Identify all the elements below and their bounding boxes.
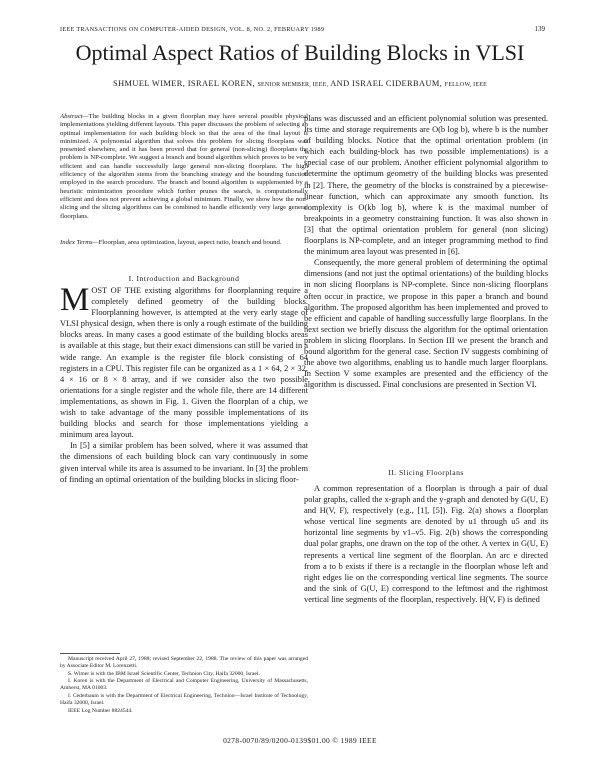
paper-title: Optimal Aspect Ratios of Building Blocks in VLSI xyxy=(75,40,525,65)
abstract xyxy=(60,113,308,237)
right-paragraph-2: Consequently, the more general problem of determining the optimal dimensions (and not just the optimal orientations) of the building blocks in non slicing floorplans is NP-complete. Since non-slicing floorplans often occur in practice, we propose in this paper a branch and bound algorithm. The proposed algorithm has been implemented and proved to be efficient and capable of handling successfully large floorplans. In the next section we briefly discuss the algorithm for the optimal orientation problem in slicing floorplans. In Section III we present the branch and bound algorithm for the general case. Section IV suggests combining of the above two algorithms, enabling us to handle much larger floorplans. In Section V some examples are presented and the efficiency of the algorithm is discussed. Final conclusions are presented in Section VI. xyxy=(304,258,548,390)
footnote-author-2: I. Koren is with the Department of Electrical and Computer Engineering, University of Massachusetts, Amherst, MA 01003. xyxy=(60,678,308,692)
author-grade-2: FELLOW, IEEE xyxy=(444,82,487,88)
index-terms-lead: Index Terms— xyxy=(60,239,99,246)
drop-cap: M xyxy=(60,285,90,318)
intro-paragraph-1-text: OST OF THE existing algorithms for floorplanning require a completely defined geometry of the building blocks. Floorplanning however, is attempted at the very early stage of VLSI physical design, when there is only a rough estimate of the building blocks areas. In many cases a good estimate of the building blocks areas is available at this stage, but their exact dimensions can still be varied in a wide range. An example is the register file block consisting of 64 registers in a CPU. This register file can be organized as a 1 × 64, 2 × 32, 4 × 16 or 8 × 8 array, and if we consider also the two possible orientations for a single register and the whole file, there are 14 different implementations, as shown in Fig. 1. Given the floorplan of a chip, we wish to take advantage of the many possible implementations of its building blocks and search for those implementations yielding a minimum area layout. xyxy=(60,286,308,440)
running-head: IEEE TRANSACTIONS ON COMPUTER-AIDED DESIGN, VOL. 8, NO. 2, FEBRUARY 1989 xyxy=(60,26,325,33)
footnote-rule xyxy=(60,653,120,654)
index-terms-text: Floorplan, area optimization, layout, aspect ratio, branch and bound. xyxy=(98,239,282,246)
author-grade-1: SENIOR MEMBER, IEEE, xyxy=(257,82,329,88)
section-heading-slicing-floorplans: II. Slicing Floorplans xyxy=(388,468,464,477)
author-names-1: SHMUEL WIMER, ISRAEL KOREN, xyxy=(113,79,255,88)
section-heading-introduction: I. Introduction and Background xyxy=(128,274,240,283)
author-names-2: AND ISRAEL CIDERBAUM, xyxy=(330,79,443,88)
footnote-log-number: IEEE Log Number 8824544. xyxy=(68,707,133,714)
footnote-author-3: I. Cederbaum is with the Department of Electrical Engineering, Technion—Israel Institute of Technology, Haifa 32000, Israel. xyxy=(60,692,308,707)
slicing-section-body xyxy=(304,483,548,731)
footnote-manuscript: Manuscript received April 27, 1988; revised September 22, 1988. The review of this paper was arranged by Associate Editor M. Lorenzetti. xyxy=(60,656,308,670)
copyright-line: 0278-0070/89/0200-0139$01.00 © 1989 IEEE xyxy=(223,736,377,745)
intro-paragraph-1 xyxy=(60,285,308,440)
intro-paragraph-2: In [5] a similar problem has been solved, where it was assumed that the dimensions of each building block can vary continuously in some given interval while its area is assumed to be invariant. In [3] the problem of finding an optimal orientation of the building blocks in slicing floor- xyxy=(60,441,308,484)
slicing-paragraph-1: A common representation of a floorplan is through a pair of dual polar graphs, called the x-graph and the y-graph and denoted by G(U, E) and H(V, F), respectively (e.g., [1], [5]). Fig. 2(a) shows a floorplan whose vertical line segments are denoted by u1 through u5 and its horizontal line segments by v1–v5. Fig. 2(b) shows the corresponding dual polar graphs, one drawn on the top of the other. A vertex in G(U, E) represents a vertical line segment of the floorplan. An arc e directed from a to b exists if there is a rectangle in the floorplan whose left and right edges lie on the corresponding vertical line segments. The source and the sink of G(U, E) correspond to the leftmost and the rightmost vertical line segments of the floorplan, respectively. H(V, F) is defined xyxy=(304,484,548,604)
right-paragraph-1: plans was discussed and an efficient polynomial solution was presented. Its time and storage requirements are O(b log b), where b is the number of building blocks. Notice that the optimal orientation problem (in which each building-block has two possible implementations) is a special case of our problem. Another efficient polynomial algorithm to determine the optimum geometry of the building blocks was presented in [2]. There, the geometry of the blocks is constrained by a piecewise-linear function, which can approximate any smooth function. Its complexity is O(kb log b), where k is the maximal number of breakpoints in a geometry constraining function. It was also shown in [3] that the optimal orientation problem for general (non slicing) floorplans is NP-complete, and an integer programming method to find the minimum area layout was presented in [6]. xyxy=(304,114,548,257)
page-number: 139 xyxy=(534,25,545,33)
introduction-body xyxy=(60,285,308,547)
abstract-lead: Abstract— xyxy=(60,113,89,120)
right-column-continuation xyxy=(304,113,548,466)
abstract-text: The building blocks in a given floorplan may have several possible physical implementations yielding different layouts. This paper discusses the problem of selecting an optimal implementation for each building block so that the area of the final layout is minimized. A polynomial algorithm that solves this problem for slicing floorplans was presented elsewhere, and it has been proved that for general (non-slicing) floorplans the problem is NP-complete. We suggest a branch and bound algorithm which proves to be very efficient and can handle successfully large general non-slicing floorplans. The high efficiency of the algorithm stems from the branching strategy and the bounding function employed in the search procedure. The branch and bound algorithm is supplemented by a heuristic minimization procedure which further prunes the search, is computationally efficient and does not prevent achieving a global minimum. Finally, we show how the non-slicing and the slicing algorithms can be combined to handle efficiently very large general floorplans. xyxy=(60,113,308,220)
footnote-author-1: S. Wimer is with the IBM Israel Scientific Center, Technion City, Haifa 32000, Israel. xyxy=(68,670,260,677)
author-line xyxy=(40,79,560,88)
footnotes xyxy=(60,656,308,728)
index-terms xyxy=(60,239,308,257)
